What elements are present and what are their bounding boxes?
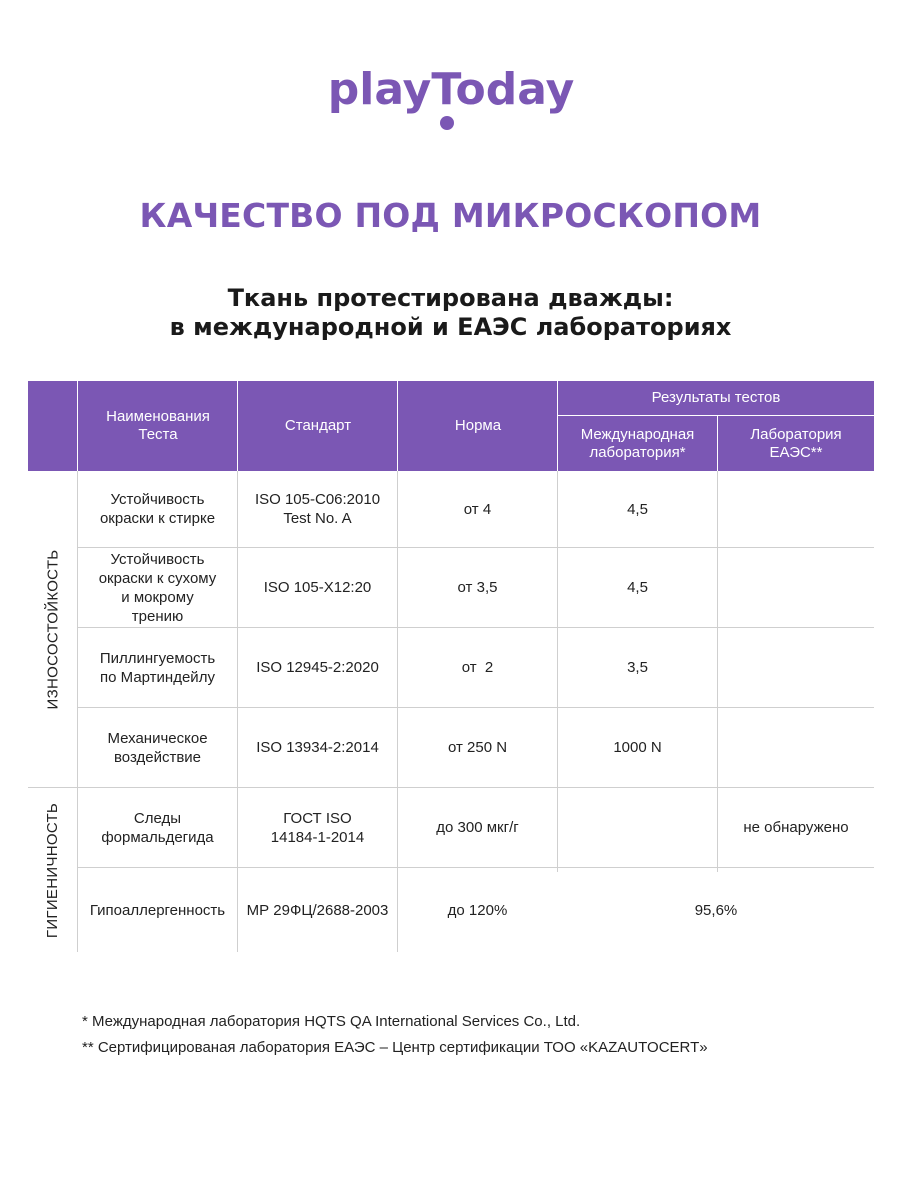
footnote-eaeu: ** Сертифицированая лаборатория ЕАЭС – Центр сертификации ТОО «KAZAUTOCERT» — [82, 1039, 708, 1056]
table-row-6-name: Гипоаллергенность — [89, 901, 226, 919]
table-row-2-eaeu — [718, 548, 874, 627]
header-standard: Стандарт — [238, 381, 398, 471]
group-label-hygiene: ГИГИЕНИЧНОСТЬ — [44, 802, 62, 938]
table-row-5-name: Следы формальдегида — [101, 809, 214, 846]
subtitle-line-2: в международной и ЕАЭС лабораториях — [169, 313, 732, 341]
table-row-1-intl: 4,5 — [627, 500, 648, 518]
table-row-1-name: Устойчивость окраски к стирке — [99, 491, 216, 527]
table-row-2-intl: 4,5 — [627, 579, 648, 596]
table-row-5-standard: ГОСТ ISO 14184-1-2014 — [270, 809, 365, 846]
table-row-2-norm: от 3,5 — [457, 579, 498, 596]
table-row-1-eaeu — [718, 471, 874, 547]
table-row-1-standard: ISO 105-C06:2010 Test No. A — [254, 491, 381, 527]
header-divider — [397, 381, 398, 471]
table-row-4-name: Механическое воздействие — [107, 729, 208, 766]
table-row-2-name: Устойчивость окраски к сухому и мокрому трению — [98, 550, 217, 625]
header-divider — [558, 415, 874, 416]
table-row-2-standard: ISO 105-X12:20 — [263, 579, 372, 596]
table-row-4-eaeu — [718, 708, 874, 787]
header-norm: Норма — [398, 381, 558, 471]
table-row-6-standard: МР 29ФЦ/2688-2003 — [246, 901, 389, 919]
table-row-6-norm: до 120% — [447, 901, 508, 919]
header-divider — [717, 416, 718, 471]
page-subtitle — [0, 284, 901, 342]
header-test-name: Наименования Теста — [78, 381, 238, 471]
playtoday-logo — [326, 60, 576, 136]
table-row-4-norm: от 250 N — [447, 739, 508, 756]
quality-test-table — [28, 381, 874, 952]
table-row-5-eaeu: не обнаружено — [743, 819, 849, 836]
header-divider — [237, 381, 238, 471]
header-divider — [77, 381, 78, 471]
header-eaeu-lab: Лаборатория ЕАЭС** — [718, 416, 874, 471]
subtitle-line-1: Ткань протестирована дважды: — [227, 284, 674, 312]
table-row-3-intl: 3,5 — [627, 659, 648, 676]
header-divider — [557, 381, 558, 471]
table-row-6-result-merged: 95,6% — [694, 901, 738, 919]
footnote-intl: * Международная лаборатория HQTS QA International Services Co., Ltd. — [82, 1013, 581, 1030]
table-row-4-standard: ISO 13934-2:2014 — [256, 739, 379, 756]
header-results: Результаты тестов — [558, 381, 874, 415]
table-row-4-intl: 1000 N — [613, 739, 662, 756]
table-row-3-norm: от 2 — [461, 659, 494, 676]
svg-text:playToday: playToday — [327, 64, 574, 115]
table-row-3-eaeu — [718, 628, 874, 707]
brand-logo — [0, 60, 901, 141]
header-intl-lab: Международная лаборатория* — [558, 416, 717, 471]
table-row-3-name: Пиллингуемость по Мартиндейлу — [99, 649, 216, 686]
page-title: КАЧЕСТВО ПОД МИКРОСКОПОМ — [139, 196, 762, 235]
table-row-1-norm: от 4 — [463, 500, 492, 518]
group-label-wear: ИЗНОСОСТОЙКОСТЬ — [44, 549, 61, 710]
table-row-5-intl — [558, 788, 717, 867]
table-row-5-norm: до 300 мкг/г — [436, 819, 519, 836]
table-row-3-standard: ISO 12945-2:2020 — [256, 659, 379, 676]
